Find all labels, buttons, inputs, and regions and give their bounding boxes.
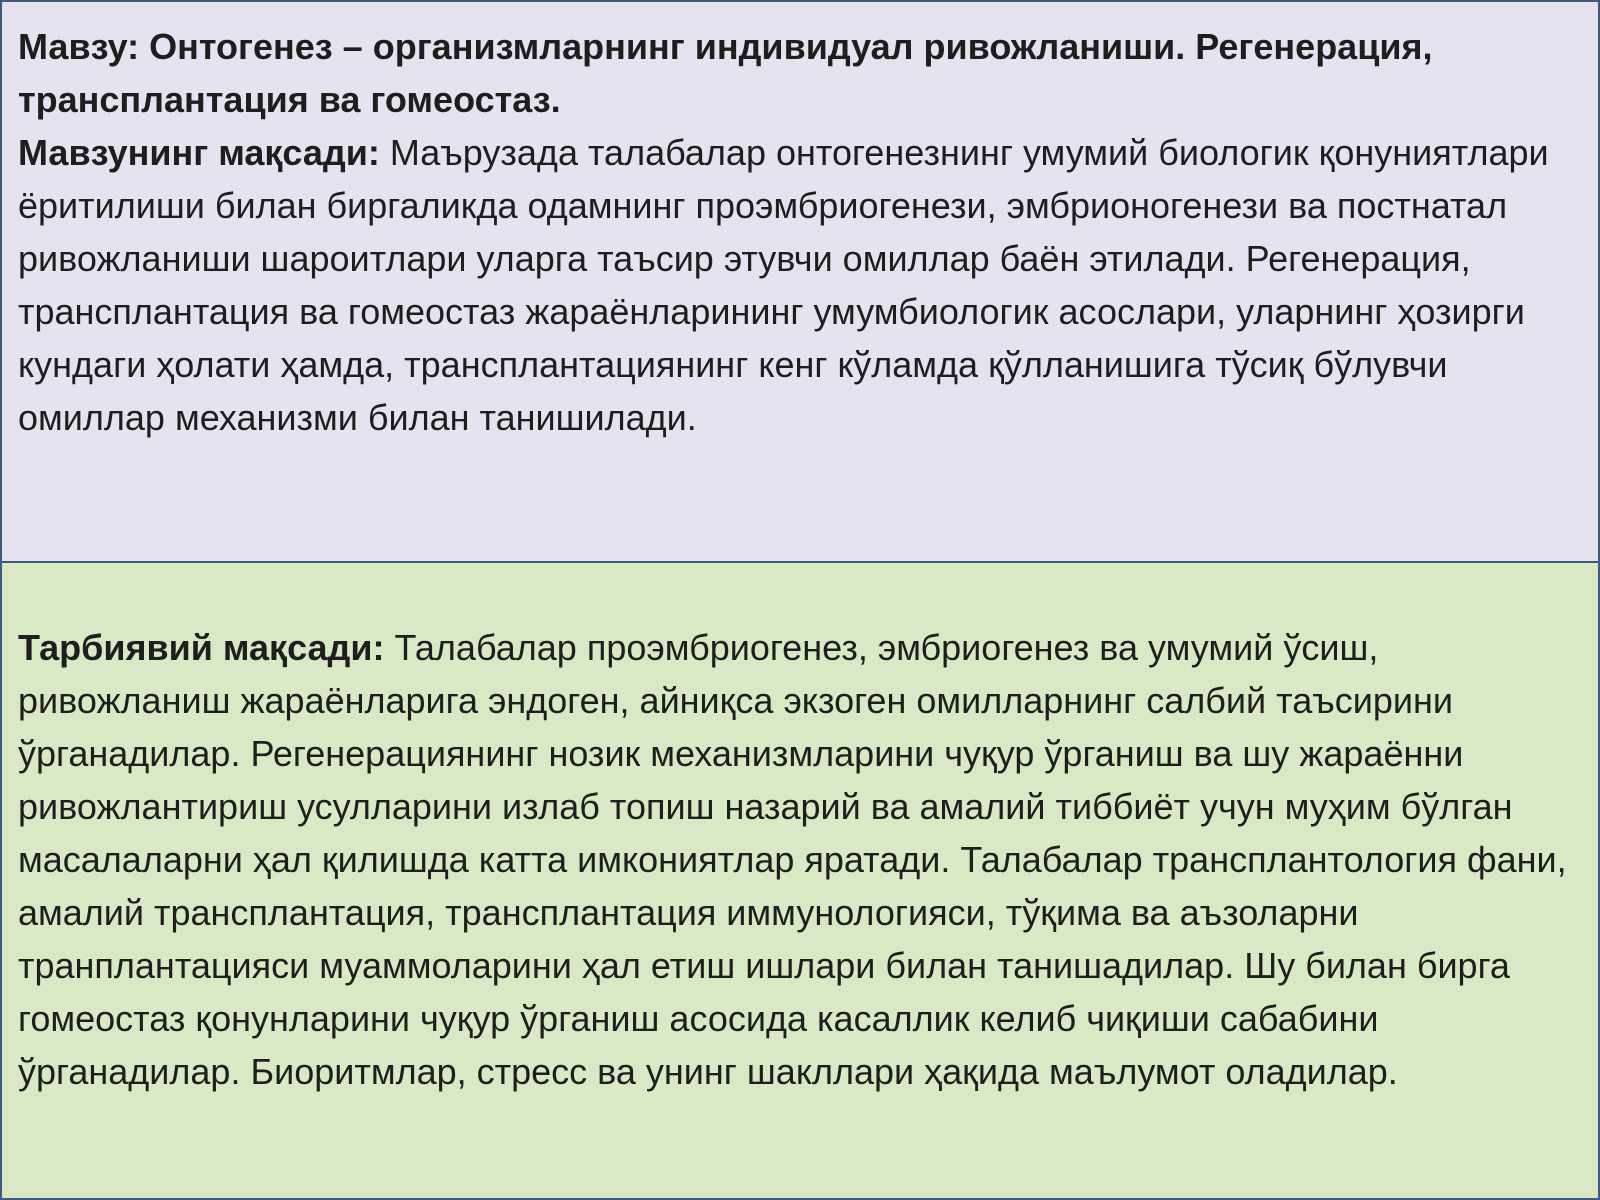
goal-text: Маърузада талабалар онтогенезнинг умумий биологик қонуниятлари ёритилиши билан биргаликда одамнинг проэмбриогенези, эмбрионогенези ва постнатал ривожланиши шароитлари уларга таъсир этувчи омиллар баён этилади. Регенерация, трансплантация ва гомеостаз жараёнларининг умумбиологик асослари, уларнинг ҳозирги кундаги ҳолати ҳамда, трансплантациянинг кенг кўламда қўлланишига тўсиқ бўлувчи омиллар механизми билан танишилади. [18, 132, 1549, 438]
goal-paragraph [18, 126, 1582, 444]
educational-goal-box [0, 561, 1600, 1200]
topic-title: Мавзу: Онтогенез – организмларнинг индивидуал ривожланиши. Регенерация, трансплантация ва гомеостаз. [18, 26, 1433, 120]
educational-paragraph [18, 621, 1582, 1098]
topic-goal-box [0, 0, 1600, 563]
educational-text: Талабалар проэмбриогенез, эмбриогенез ва умумий ўсиш, ривожланиш жараёнларига эндоген, айниқса экзоген омилларнинг салбий таъсирини ўрганадилар. Регенерациянинг нозик механизмларини чуқур ўрганиш ва шу жараённи ривожлантириш усулларини излаб топиш назарий ва амалий тиббиёт учун муҳим бўлган масалаларни ҳал қилишда катта имкониятлар яратади. Талабалар трансплантология фани, амалий трансплантация, трансплантация иммунологияси, тўқима ва аъзоларни транплантацияси муаммоларини ҳал етиш ишлари билан танишадилар. Шу билан бирга гомеостаз қонунларини чуқур ўрганиш асосида касаллик келиб чиқиши сабабини ўрганадилар. Биоритмлар, стресс ва унинг шакллари ҳақида маълумот оладилар. [18, 627, 1567, 1092]
educational-label: Тарбиявий мақсади: [18, 627, 385, 668]
goal-label: Мавзунинг мақсади: [18, 132, 380, 173]
